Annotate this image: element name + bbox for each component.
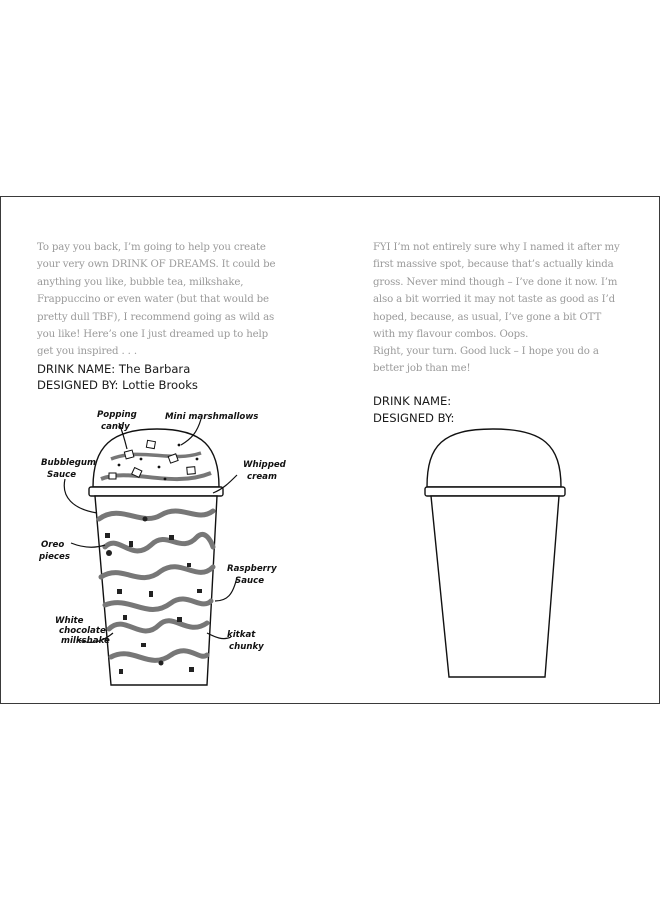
blank-drink-name: DRINK NAME: xyxy=(373,394,452,408)
example-drink-illustration xyxy=(1,197,331,703)
label-white: White xyxy=(55,616,84,626)
right-paragraph-1: FYI I’m not entirely sure why I named it after my first massive spot, because that’s actually kinda gross. Never mind though – I’ve done it now. I’m also a bit worried it may not taste as good as I’d hoped, because, as usual, I’ve gone a bit OTT with my flavour combos. Oops. xyxy=(373,242,620,341)
example-designed-by: DESIGNED BY: Lottie Brooks xyxy=(37,378,198,392)
label-whipped: Whipped xyxy=(243,460,286,470)
example-drink-name: DRINK NAME: The Barbara xyxy=(37,362,191,376)
label-bubblegum: Bubblegum xyxy=(41,458,96,468)
right-paragraph-2: Right, your turn. Good luck – I hope you do a better job than me! xyxy=(373,346,599,375)
label-raspberry-sauce: Sauce xyxy=(235,576,265,586)
blank-designed-by: DESIGNED BY: xyxy=(373,411,455,425)
marshmallow xyxy=(124,450,134,459)
label-oreo: Oreo xyxy=(41,540,65,550)
label-bubblegum-sauce: Sauce xyxy=(47,470,77,480)
lid-rim xyxy=(89,487,223,496)
label-pieces: pieces xyxy=(39,552,70,562)
marshmallow xyxy=(109,473,116,479)
label-candy: candy xyxy=(101,422,130,432)
label-raspberry: Raspberry xyxy=(227,564,277,574)
marshmallow xyxy=(187,467,196,475)
label-chocolate: chocolate xyxy=(59,626,106,636)
label-kitkat: kitkat xyxy=(227,630,256,640)
blank-cup-dome xyxy=(427,429,561,487)
label-popping: Popping xyxy=(97,410,137,420)
label-cream: cream xyxy=(247,472,277,482)
blank-cup-template xyxy=(331,197,659,703)
book-spread xyxy=(0,196,660,704)
label-milkshake: milkshake xyxy=(61,636,110,646)
label-mini-marshmallows: Mini marshmallows xyxy=(165,412,259,422)
marshmallow xyxy=(146,440,155,448)
blank-cup-rim xyxy=(425,487,565,496)
label-chunky: chunky xyxy=(229,642,264,652)
blank-cup-body xyxy=(431,496,559,677)
intro-paragraph: To pay you back, I’m going to help you create your very own DRINK OF DREAMS. It could be anything you like, bubble tea, milkshake, Frappuccino or even water (but that would be pretty dull TBF), I recommend going as wild as you like! Here’s one I just dreamed up to help get you inspired . . . xyxy=(37,242,276,358)
